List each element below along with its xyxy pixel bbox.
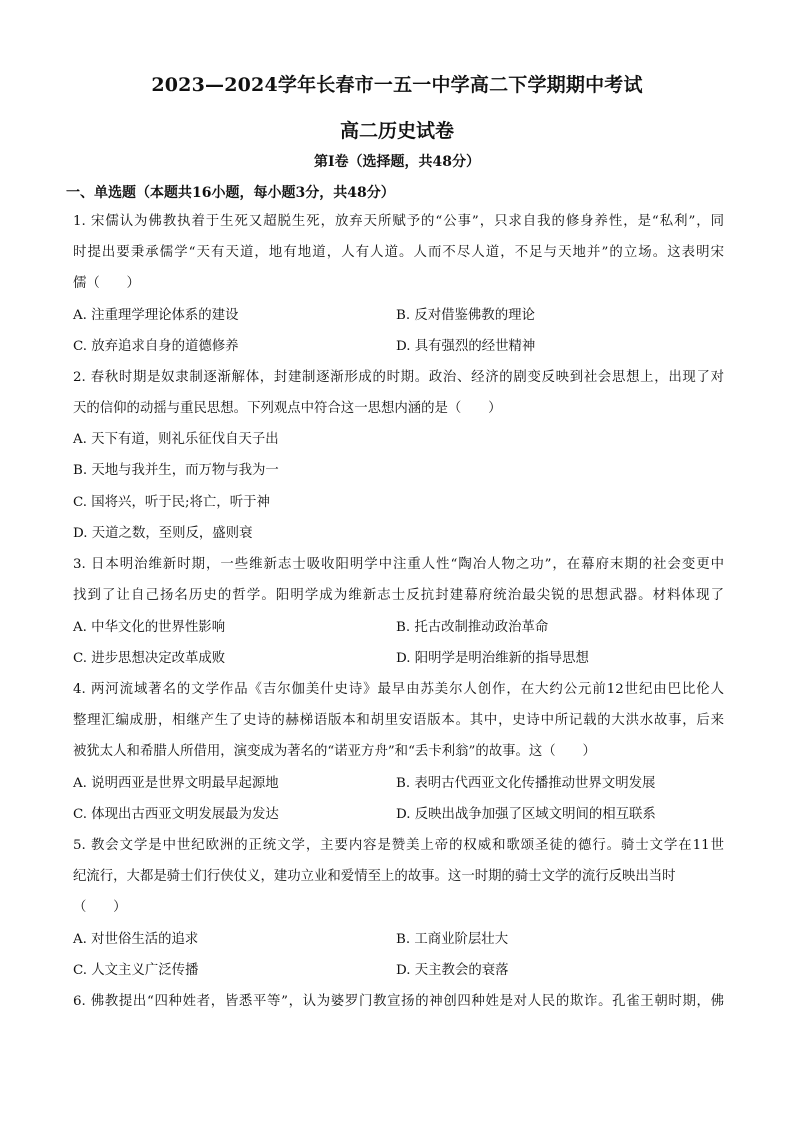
question-2-line-2: 天的信仰的动摇与重民思想。下列观点中符合这一思想内涵的是（ ） (73, 401, 502, 416)
exam-subtitle: 高二历史试卷 (339, 120, 454, 142)
question-1-line-2: 时提出要秉承儒学“天有天道，地有地道，人有人道。人而不尽人道，不足与天地并”的立场。这表明宋 (73, 245, 724, 260)
question-1-option-d[interactable]: D. 具有强烈的经世精神 (396, 339, 536, 354)
question-2-option-b[interactable]: B. 天地与我并生，而万物与我为一 (73, 463, 279, 478)
question-1-line-1: 1. 宋儒认为佛教执着于生死又超脱生死，放弃天所赋予的“公事”，只求自我的修身养性，是“私利”，同 (73, 214, 724, 229)
question-1-line-3: 儒（ ） (73, 276, 140, 291)
question-4-option-a[interactable]: A. 说明西亚是世界文明最早起源地 (73, 776, 279, 791)
question-3-option-b[interactable]: B. 托古改制推动政治革命 (396, 620, 549, 635)
question-4-line-3: 被犹太人和希腊人所借用，演变成为著名的“诺亚方舟”和“丢卡利翁”的故事。这（ ） (73, 744, 596, 759)
question-2-line-1: 2. 春秋时期是奴隶制逐渐解体，封建制逐渐形成的时期。政治、经济的剧变反映到社会思想上，出现了对 (73, 370, 724, 385)
question-1-option-b[interactable]: B. 反对借鉴佛教的理论 (396, 308, 535, 323)
question-1-option-a[interactable]: A. 注重理学理论体系的建设 (73, 308, 239, 323)
question-4-line-2: 整理汇编成册，相继产生了史诗的赫梯语版本和胡里安语版本。其中，史诗中所记载的大洪水故事，后来 (73, 713, 724, 728)
question-5-option-d[interactable]: D. 天主教会的衰落 (396, 963, 509, 978)
question-3-option-d[interactable]: D. 阳明学是明治维新的指导思想 (396, 651, 589, 666)
exam-title: 2023—2024学年长春市一五一中学高二下学期期中考试 (151, 74, 643, 96)
question-3-option-a[interactable]: A. 中华文化的世界性影响 (73, 620, 226, 635)
question-5-option-b[interactable]: B. 工商业阶层壮大 (396, 932, 509, 947)
question-2-option-a[interactable]: A. 天下有道，则礼乐征伐自天子出 (73, 432, 279, 447)
part-heading: 第Ⅰ卷（选择题，共48分） (313, 154, 481, 170)
question-4-option-d[interactable]: D. 反映出战争加强了区域文明间的相互联系 (396, 807, 656, 822)
question-5-line-2: 纪流行，大都是骑士们行侠仗义，建功立业和爱情至上的故事。这一时期的骑士文学的流行反映出当时 (73, 869, 676, 884)
question-3-line-1: 3. 日本明治维新时期，一些维新志士吸收阳明学中注重人性“陶冶人物之功”，在幕府末期的社会变更中 (73, 557, 724, 572)
question-3-line-2: 找到了让自己扬名历史的哲学。阳明学成为维新志士反抗封建幕府统治最尖锐的思想武器。材料体现了 (73, 588, 724, 603)
question-6-line-1: 6. 佛教提出“四种姓者，皆悉平等”，认为婆罗门教宣扬的神创四种姓是对人民的欺诈。孔雀王朝时期，佛 (73, 994, 724, 1009)
question-3-option-c[interactable]: C. 进步思想决定改革成败 (73, 651, 226, 666)
section-heading: 一、单选题（本题共16小题，每小题3分，共48分） (66, 185, 395, 201)
question-4-option-c[interactable]: C. 体现出古西亚文明发展最为发达 (73, 807, 279, 822)
question-2-option-d[interactable]: D. 天道之数，至则反，盛则衰 (73, 526, 253, 541)
question-4-line-1: 4. 两河流域著名的文学作品《吉尔伽美什史诗》最早由苏美尔人创作，在大约公元前12世纪由巴比伦人 (73, 682, 724, 697)
question-2-option-c[interactable]: C. 国将兴，听于民;将亡，听于神 (73, 495, 270, 510)
question-5-option-a[interactable]: A. 对世俗生活的追求 (73, 932, 199, 947)
question-5-line-3: （ ） (73, 900, 127, 915)
question-1-option-c[interactable]: C. 放弃追求自身的道德修养 (73, 339, 239, 354)
question-5-line-1: 5. 教会文学是中世纪欧洲的正统文学，主要内容是赞美上帝的权威和歌颂圣徒的德行。骑士文学在11世 (73, 838, 724, 853)
question-4-option-b[interactable]: B. 表明古代西亚文化传播推动世界文明发展 (396, 776, 656, 791)
question-5-option-c[interactable]: C. 人文主义广泛传播 (73, 963, 199, 978)
